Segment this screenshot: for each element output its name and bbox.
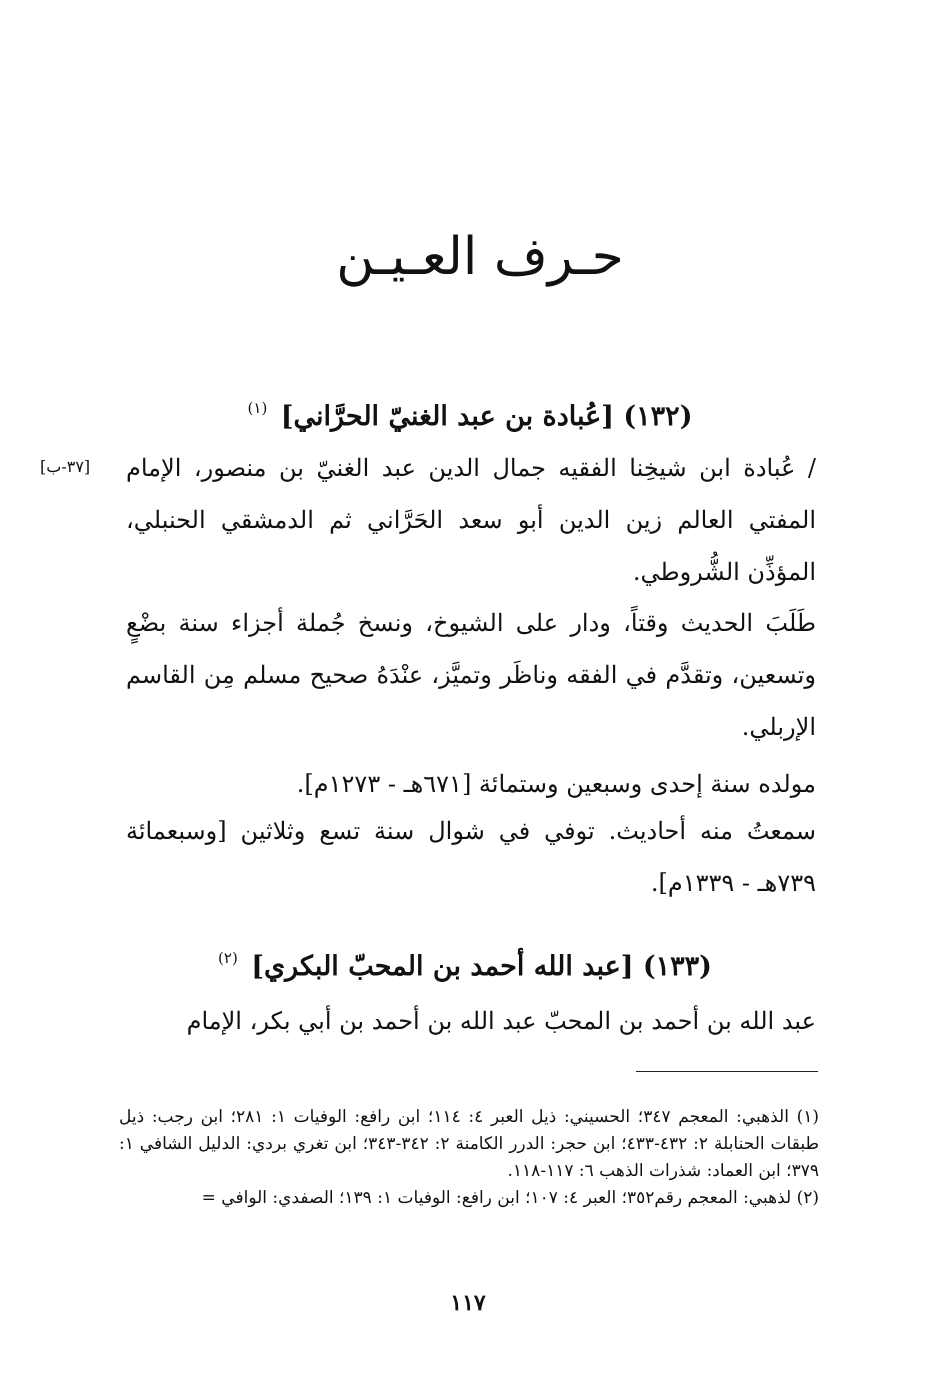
- footnote: (٢) لذهبي: المعجم رقم٣٥٢؛ العبر ٤: ١٠٧؛ ابن رافع: الوفيات ١: ١٣٩؛ الصفدي: الوافي =: [201, 1188, 819, 1208]
- entry-heading-133: [200, 938, 730, 987]
- manuscript-folio-note: [٣٧-ب]: [40, 457, 91, 476]
- entry-heading-text: (١٣٢) [عُبادة بن عبد الغنيّ الحرَّاني]: [280, 401, 693, 432]
- entry-paragraph: سمعتُ منه أحاديث. توفي في شوال سنة تسع وثلاثين [وسبعمائة ٧٣٩هـ - ١٣٣٩م].: [126, 817, 816, 897]
- entry-heading-text: (١٣٣) [عبد الله أحمد بن المحبّ البكري]: [251, 951, 712, 982]
- entry-paragraph: مولده سنة إحدى وسبعين وستمائة [٦٧١هـ - ١٢٧٣م].: [296, 770, 816, 798]
- entry-heading-132: [180, 388, 760, 437]
- page-number: ١١٧: [450, 1290, 486, 1316]
- entry-paragraph: عبد الله بن أحمد بن المحبّ عبد الله بن أحمد بن أبي بكر، الإمام: [186, 1007, 816, 1035]
- entry-paragraph: طَلَبَ الحديث وقتاً، ودار على الشيوخ، ونسخ جُملة أجزاء سنة بضْعٍ وتسعين، وتقدَّم في الفقه وناظَر وتميَّز، عنْدَهُ صحيح مسلم مِن القاسم الإربلي.: [126, 609, 816, 741]
- footnote-ref: (٢): [218, 949, 238, 967]
- entry-paragraph: / عُبادة ابن شيخِنا الفقيه جمال الدين عبد الغنيّ بن منصور، الإمام المفتي العالم زين الدين أبو سعد الحَرَّاني ثم الدمشقي الحنبلي، المؤذِّن الشُّروطي.: [126, 454, 816, 586]
- footnote: (١) الذهبي: المعجم ٣٤٧؛ الحسيني: ذيل العبر ٤: ١١٤؛ ابن رافع: الوفيات ١: ٢٨١؛ ابن رجب: ذيل طبقات الحنابلة ٢: ٤٣٢-٤٣٣؛ ابن حجر: الدرر الكامنة ٢: ٣٤٢-٣٤٣؛ ابن تغري بردي: الدليل الشافي ١: ٣٧٩؛ ابن العماد: شذرات الذهب ٦: ١١٧-١١٨.: [119, 1107, 819, 1181]
- footnote-ref: (١): [247, 399, 268, 417]
- chapter-title: حـرف العـيـن: [336, 227, 624, 287]
- footnote-divider: [636, 1071, 818, 1072]
- footnotes: [119, 1104, 819, 1212]
